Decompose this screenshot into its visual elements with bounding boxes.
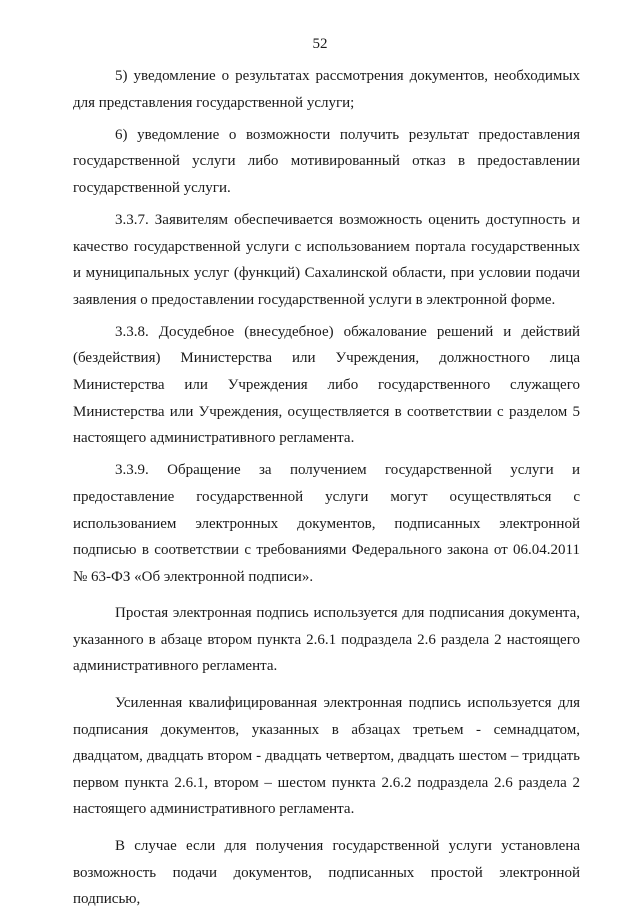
- paragraph-qualified-signature: Усиленная квалифицированная электронная подпись используется для подписания документов, указанных в абзацах третьем - семнадцатом, двадцатом, двадцать втором - двадцать четвертом, двадцать шестом – тридцать первом пункта 2.6.1, втором – шестом пункта 2.6.2 подраздела 2.6 раздела 2 настоящего административного регламента.: [73, 695, 580, 818]
- paragraph-item-5: 5) уведомление о результатах рассмотрения документов, необходимых для представления государственной услуги;: [73, 68, 580, 111]
- paragraph-3-3-9: 3.3.9. Обращение за получением государственной услуги и предоставление государственной услуги могут осуществляться с использованием электронных документов, подписанных электронной подписью в соответствии с требованиями Федерального закона от 06.04.2011 № 63-ФЗ «Об электронной подписи».: [73, 462, 580, 585]
- page-number: 52: [312, 36, 328, 52]
- paragraph-simple-signature-case: В случае если для получения государственной услуги установлена возможность подачи документов, подписанных простой электронной подписью,: [73, 838, 580, 908]
- paragraph-item-6: 6) уведомление о возможности получить результат предоставления государственной услуги либо мотивированный отказ в предоставлении государственной услуги.: [73, 126, 580, 196]
- paragraph-3-3-8: 3.3.8. Досудебное (внесудебное) обжалование решений и действий (бездействия) Министерства или Учреждения, должностного лица Министерства или Учреждения либо государственного служащего Министерства или Учреждения, осуществляется в соответствии с разделом 5 настоящего административного регламента.: [73, 323, 580, 447]
- paragraph-simple-signature: Простая электронная подпись используется для подписания документа, указанного в абзаце втором пункта 2.6.1 подраздела 2.6 раздела 2 настоящего административного регламента.: [73, 605, 580, 675]
- paragraph-3-3-7: 3.3.7. Заявителям обеспечивается возможность оценить доступность и качество государственной услуги с использованием портала государственных и муниципальных услуг (функций) Сахалинской области, при условии подачи заявления о предоставлении государственной услуги в электронной форме.: [73, 211, 580, 308]
- document-body: [73, 63, 580, 918]
